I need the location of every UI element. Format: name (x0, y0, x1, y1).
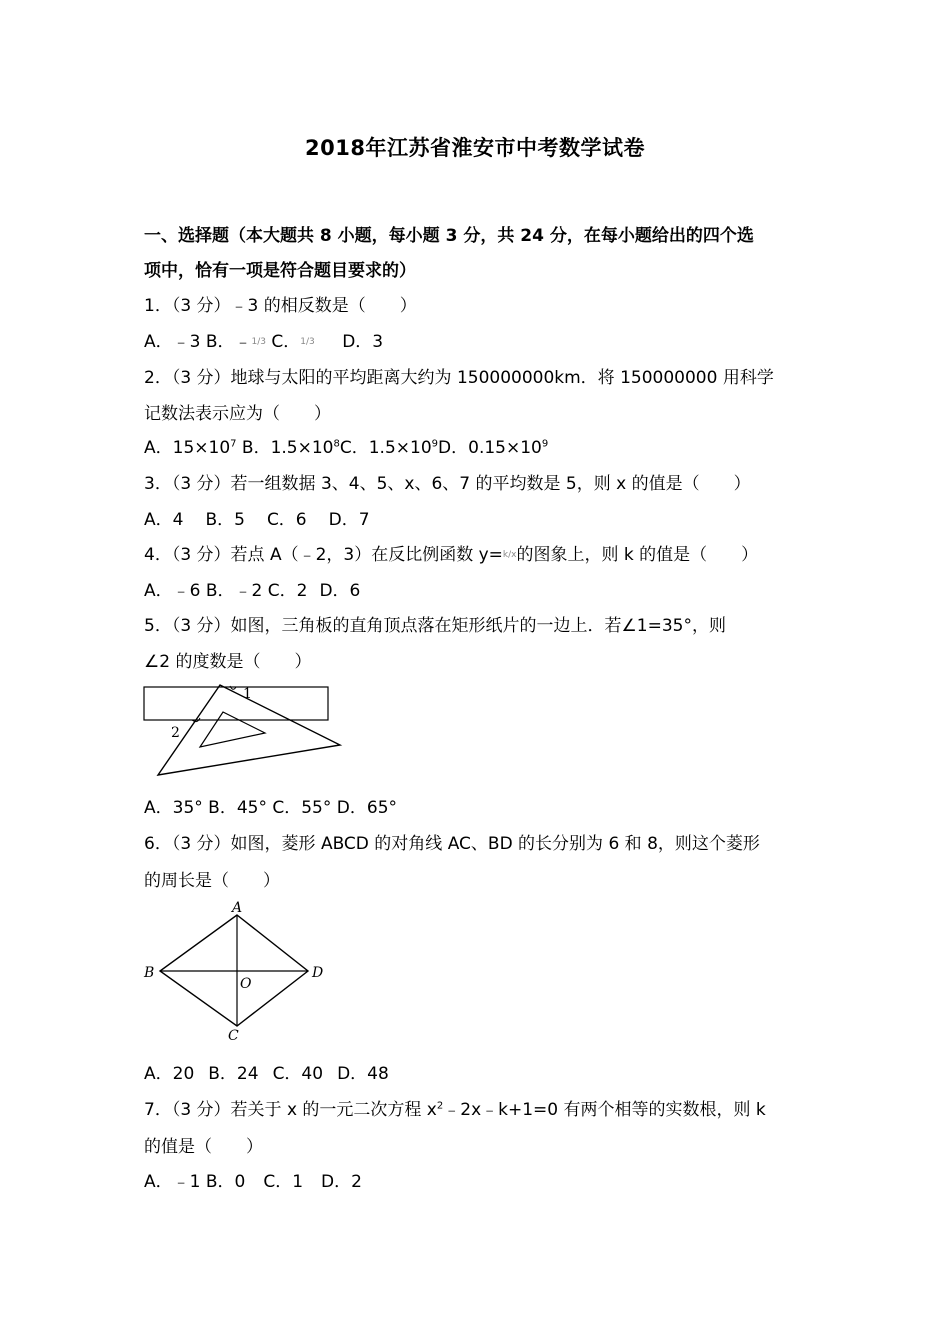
q7-stem-exp: 2 (436, 1100, 444, 1112)
q2-option-a-exp: 7 (230, 438, 237, 450)
q4-stem-post: 的图象上，则 k 的值是（ ） (516, 545, 759, 565)
triangle-ruler-figure (140, 680, 350, 780)
question-2-stem-cont: 记数法表示应为（ ） (144, 404, 331, 424)
q7-option-c: C．1 (263, 1172, 304, 1192)
question-3-stem: 3．（3 分）若一组数据 3、4、5、x、6、7 的平均数是 5，则 x 的值是（ ） (144, 474, 751, 494)
page-title: 2018年江苏省淮安市中考数学试卷 (305, 136, 645, 160)
question-2-options (144, 436, 548, 460)
q1-option-b-fraction: 1/3 (251, 337, 267, 347)
vertex-d-label: D (312, 965, 324, 981)
q4-option-d: D．6 (319, 581, 361, 601)
question-7-stem-cont: 的值是（ ） (144, 1137, 263, 1157)
angle-2-label: 2 (171, 725, 180, 741)
question-2-stem: 2．（3 分）地球与太阳的平均距离大约为 150000000km．将 150000000 用科学 (144, 368, 774, 388)
q6-option-b: B．24 (208, 1064, 259, 1084)
q3-option-c: C．6 (266, 510, 307, 530)
q6-option-c: C．40 (272, 1064, 324, 1084)
q3-option-b: B．5 (205, 510, 245, 530)
question-6-stem: 6．（3 分）如图，菱形 ABCD 的对角线 AC、BD 的长分别为 6 和 8，则这个菱形 (144, 834, 760, 854)
question-5-stem: 5．（3 分）如图，三角板的直角顶点落在矩形纸片的一边上．若∠1=35°，则 (144, 616, 726, 636)
q5-option-c: C．55° (272, 798, 332, 818)
question-7-stem (144, 1098, 766, 1122)
q1-option-c-fraction: 1/3 (300, 337, 315, 347)
q4-option-a: A．﹣6 (144, 581, 201, 601)
q3-option-a: A．4 (144, 510, 184, 530)
q5-option-d: D．65° (336, 798, 398, 818)
q7-stem-post: ﹣2x﹣k+1=0 有两个相等的实数根，则 k (443, 1100, 766, 1120)
q2-option-a: A．15×10 (144, 438, 231, 458)
q5-option-a: A．35° (144, 798, 203, 818)
q2-option-d: D．0.15×10 (438, 438, 542, 458)
section-heading: 一、选择题（本大题共 8 小题，每小题 3 分，共 24 分，在每小题给出的四个选 (144, 226, 754, 246)
question-5-stem-cont: ∠2 的度数是（ ） (144, 652, 312, 672)
vertex-b-label: B (144, 965, 155, 981)
q2-option-b: B．1.5×10 (241, 438, 334, 458)
section-heading-cont: 项中，恰有一项是符合题目要求的） (144, 261, 416, 281)
question-1-stem: 1．（3 分）﹣3 的相反数是（ ） (144, 296, 417, 316)
q7-stem-pre: 7．（3 分）若关于 x 的一元二次方程 x (144, 1100, 437, 1120)
question-6-options (144, 1062, 389, 1086)
question-3-options (144, 508, 370, 532)
question-7-options (144, 1170, 362, 1194)
q2-option-c: C．1.5×10 (339, 438, 432, 458)
q2-option-c-exp: 9 (431, 438, 439, 450)
q6-option-a: A．20 (144, 1064, 195, 1084)
q1-option-d: D．3 (342, 332, 384, 352)
vertex-a-label: A (232, 900, 243, 916)
question-5-options (144, 796, 397, 820)
question-4-stem (144, 543, 758, 567)
q2-option-d-exp: 9 (541, 438, 549, 450)
q1-option-b: B．﹣ (205, 332, 252, 352)
q2-option-b-exp: 8 (333, 438, 340, 450)
q1-option-c: C． (271, 332, 301, 352)
q7-option-d: D．2 (321, 1172, 362, 1192)
rhombus-figure (140, 898, 340, 1048)
question-4-options (144, 579, 360, 603)
q7-option-b: B．0 (205, 1172, 246, 1192)
angle-1-label: 1 (243, 686, 252, 702)
q6-option-d: D．48 (337, 1064, 389, 1084)
inner-triangle (200, 712, 265, 747)
q4-stem-pre: 4．（3 分）若点 A（﹣2，3）在反比例函数 y= (144, 545, 503, 565)
q3-option-d: D．7 (328, 510, 370, 530)
question-1-options (144, 330, 383, 354)
q5-option-b: B．45° (208, 798, 267, 818)
vertex-c-label: C (228, 1028, 239, 1044)
q4-stem-fraction: k/x (502, 550, 517, 560)
rectangle-paper (144, 687, 328, 720)
q4-option-c: C．2 (267, 581, 308, 601)
q1-option-a: A．﹣3 (144, 332, 201, 352)
center-o-label: O (240, 976, 252, 992)
question-6-stem-cont: 的周长是（ ） (144, 871, 280, 891)
q4-option-b: B．﹣2 (205, 581, 263, 601)
q7-option-a: A．﹣1 (144, 1172, 201, 1192)
